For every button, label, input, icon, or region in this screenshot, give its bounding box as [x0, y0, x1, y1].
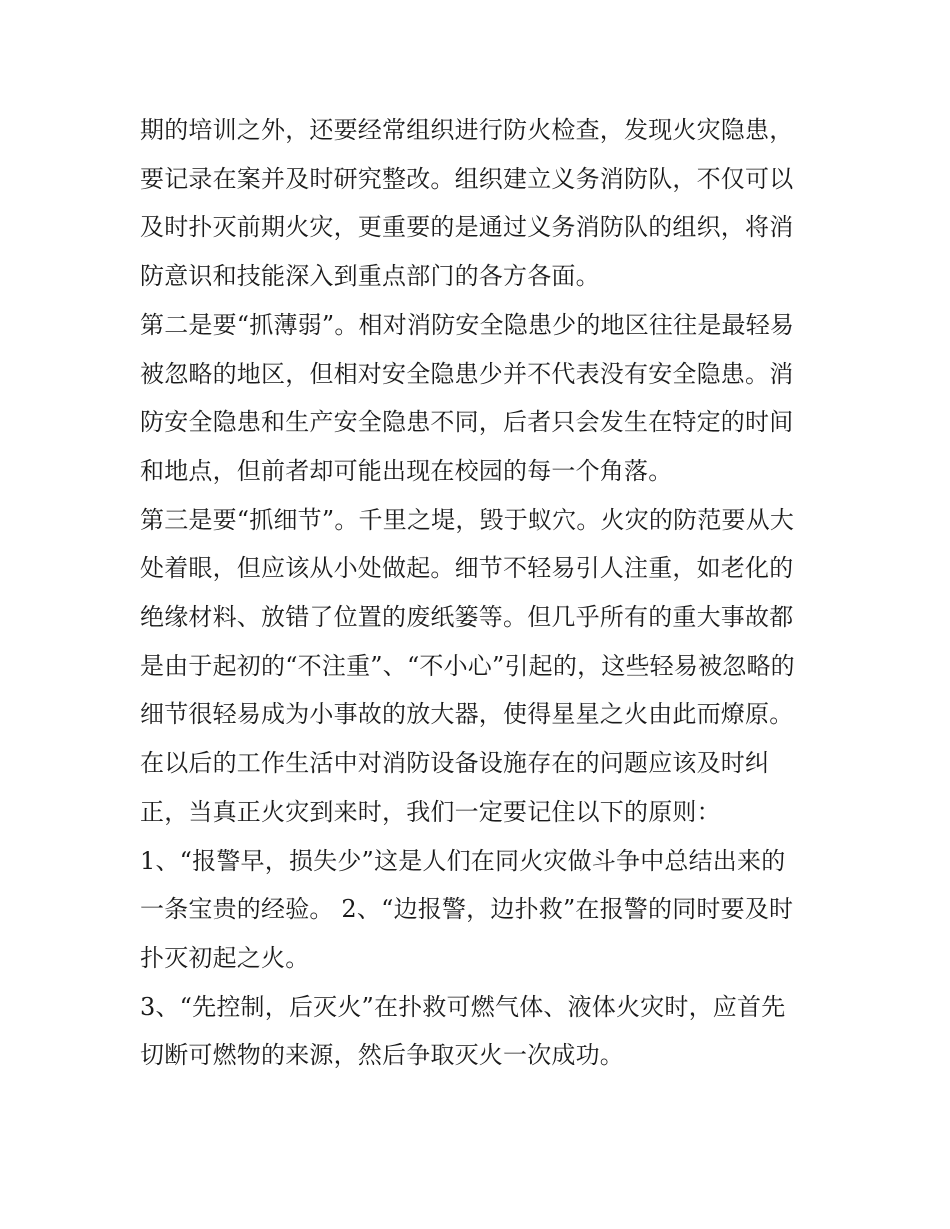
text-line: 被忽略的地区，但相对安全隐患少并不代表没有安全隐患。消: [140, 359, 794, 388]
text-line: 绝缘材料、放错了位置的废纸篓等。但几乎所有的重大事故都: [140, 603, 794, 632]
document-body: [140, 106, 820, 1080]
text-line: 正，当真正火灾到来时，我们一定要记住以下的原则：: [140, 797, 721, 826]
text-line: 防安全隐患和生产安全隐患不同，后者只会发生在特定的时间: [140, 408, 794, 437]
text-line: 第二是要“抓薄弱”。相对消防安全隐患少的地区往往是最轻易: [140, 310, 795, 339]
text-line: 处着眼，但应该从小处做起。细节不轻易引人注重，如老化的: [140, 554, 794, 583]
text-line: 一条宝贵的经验。 2、“边报警，边扑救”在报警的同时要及时: [140, 895, 794, 924]
text-line: 防意识和技能深入到重点部门的各方各面。: [140, 262, 600, 291]
text-line: 及时扑灭前期火灾，更重要的是通过义务消防队的组织，将消: [140, 213, 794, 242]
text-line: 期的培训之外，还要经常组织进行防火检查，发现火灾隐患，: [140, 116, 794, 144]
text-line: 要记录在案并及时研究整改。组织建立义务消防队，不仅可以: [140, 164, 794, 193]
text-line: 在以后的工作生活中对消防设备设施存在的问题应该及时纠: [140, 749, 770, 778]
text-line: 和地点，但前者却可能出现在校园的每一个角落。: [140, 456, 673, 485]
text-line: 3、“先控制，后灭火”在扑救可燃气体、液体火灾时，应首先: [140, 992, 786, 1021]
text-line: 第三是要“抓细节”。千里之堤，毁于蚁穴。火灾的防范要从大: [140, 505, 795, 534]
text-line: 是由于起初的“不注重”、“不小心”引起的，这些轻易被忽略的: [140, 651, 795, 680]
text-line: 1、“报警早，损失少”这是人们在同火灾做斗争中总结出来的: [140, 846, 786, 875]
text-line: 细节很轻易成为小事故的放大器，使得星星之火由此而燎原。: [140, 700, 794, 729]
text-line: 扑灭初起之火。: [140, 943, 310, 972]
text-line: 切断可燃物的来源，然后争取灭火一次成功。: [140, 1041, 624, 1070]
